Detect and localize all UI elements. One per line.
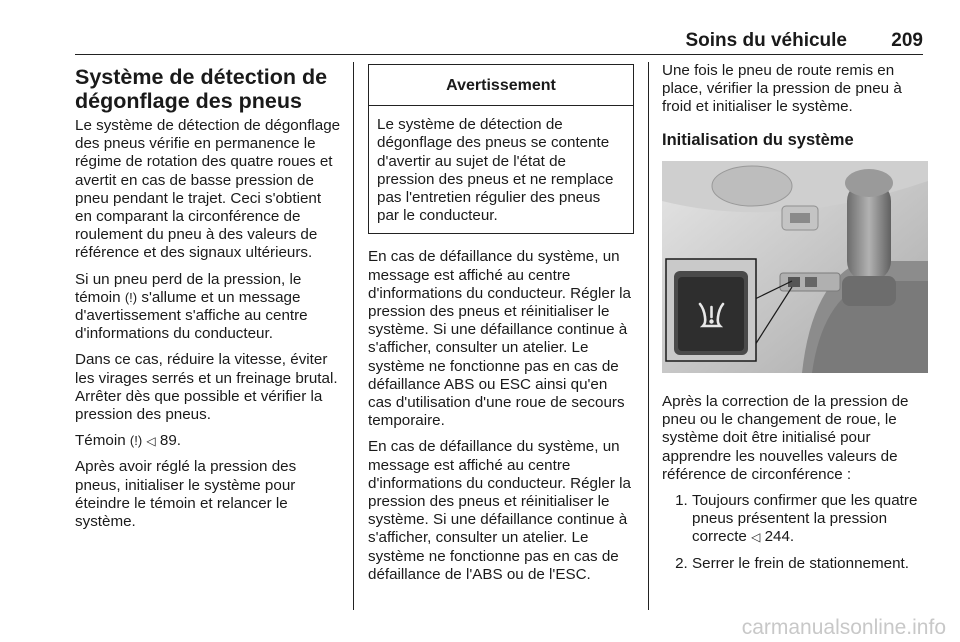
paragraph: Après la correction de la pression de pneu ou le changement de roue, le système doit être initialisé pour apprendre les nouvelles valeurs de référence de circonférence : <box>662 393 909 483</box>
section-title: Soins du véhicule <box>685 30 847 51</box>
paragraph: Témoin (!) ◁ 89. <box>75 432 181 450</box>
column-divider <box>353 62 354 610</box>
steps-list <box>662 492 928 573</box>
page-header <box>75 30 923 55</box>
subsection-heading: Initialisation du système <box>662 130 854 149</box>
paragraph: Après avoir réglé la pression des pneus, initialiser le système pour éteindre le témoin et relancer le système. <box>75 458 297 531</box>
page-link[interactable]: 89. <box>159 432 181 450</box>
warning-title: Avertissement <box>369 65 633 106</box>
paragraph: En cas de défaillance du système, un message est affiché au centre d'informations du conducteur. Régler la pression des pneus et réinitialiser le système. Si une défaillance continue à s'afficher, consulter un atelier. Le système ne fonctionne pas en cas de défaillance ABS ou ESC ainsi qu'en cas d'utilisation d'une roue de secours temporaire. <box>368 248 631 430</box>
page-link[interactable]: 244. <box>764 528 795 546</box>
column-divider <box>648 62 649 610</box>
column-left <box>75 62 341 539</box>
page-number: 209 <box>891 30 923 51</box>
section-heading: Système de détection de dégonflage des pneus <box>75 65 328 113</box>
column-middle <box>368 62 634 592</box>
warning-box <box>368 64 634 234</box>
paragraph: En cas de défaillance du système, un message est affiché au centre d'informations du conducteur. Régler la pression des pneus et réinitialiser le système. Si une défaillance continue à s'afficher, consulter un atelier. Le système ne fonctionne pas en cas de défaillance de l'ABS ou de l'ESC. <box>368 438 631 583</box>
tire-pressure-warning-icon: (!) <box>124 289 138 305</box>
tire-pressure-warning-icon: (!) <box>129 433 143 449</box>
watermark: carmanualsonline.info <box>741 616 946 639</box>
list-item: 1. Toujours confirmer que les quatre pneus présentent la pression correcte ◁ 244. <box>692 492 928 547</box>
paragraph: Le système de détection de dégonflage des pneus vérifie en permanence le régime de rotation des quatre roues et avertit en cas de basse pression de pneu pendant le trajet. Ceci s'obtient en comparant la circonférence de roulement du pneu à des valeurs de référence et des signaux ultérieurs. <box>75 117 341 262</box>
paragraph: Si un pneu perd de la pression, le témoin (!) s'allume et un message d'avertissement s'affiche au centre d'informations du conducteur. <box>75 270 308 343</box>
paragraph: Dans ce cas, réduire la vitesse, éviter les virages serrés et un freinage brutal. Arrêter dès que possible et vérifier la pression des pneus. <box>75 351 338 424</box>
list-item: 2. Serrer le frein de stationnement. <box>692 555 928 573</box>
tpms-button-photo <box>662 161 928 373</box>
warning-text: Le système de détection de dégonflage des pneus se contente d'avertir au sujet de l'état de pression des pneus et ne remplace pas l'entretien régulier des pneus par le conducteur. <box>377 116 614 225</box>
page-reference-arrow-icon: ◁ <box>146 434 156 449</box>
paragraph: Une fois le pneu de route remis en place, vérifier la pression de pneu à froid et initialiser le système. <box>662 62 902 116</box>
page-reference-arrow-icon: ◁ <box>751 530 761 545</box>
column-right <box>662 62 928 581</box>
